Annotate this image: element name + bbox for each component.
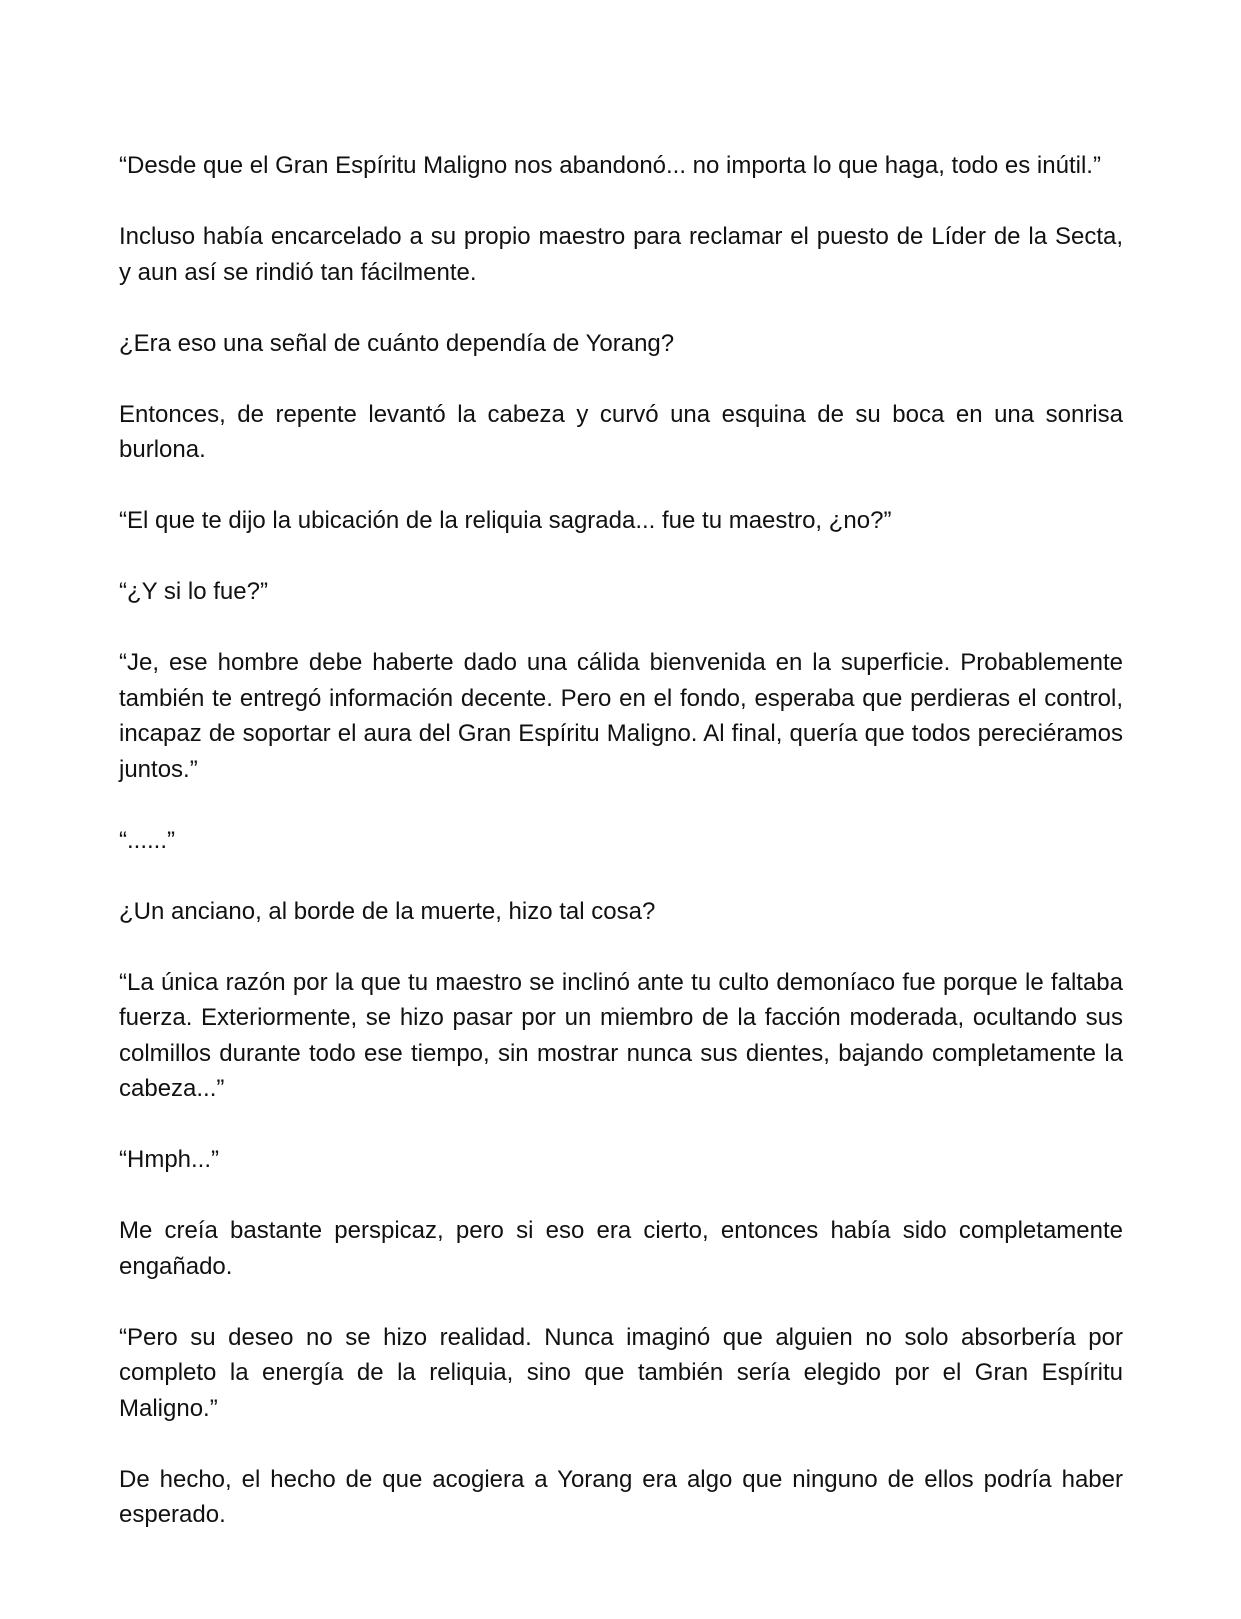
paragraph: “......”	[119, 826, 175, 854]
paragraph: ¿Un anciano, al borde de la muerte, hizo tal cosa?	[119, 897, 656, 925]
paragraph: Me creía bastante perspicaz, pero si eso era cierto, entonces había sido completamente engañado.	[119, 1217, 1123, 1280]
paragraph: “El que te dijo la ubicación de la reliquia sagrada... fue tu maestro, ¿no?”	[119, 507, 892, 534]
paragraph: “Hmph...”	[119, 1146, 220, 1173]
paragraph: “Je, ese hombre debe haberte dado una cálida bienvenida en la superficie. Probablemente también te entregó información decente. Pero en el fondo, esperaba que perdieras el control, incapaz de soportar el aura del Gran Espíritu Maligno. Al final, quería que todos pereciéramos juntos.”	[119, 649, 1123, 783]
paragraph: De hecho, el hecho de que acogiera a Yorang era algo que ninguno de ellos podría haber esperado.	[119, 1465, 1123, 1528]
document-page	[119, 148, 1123, 1533]
paragraph: Incluso había encarcelado a su propio maestro para reclamar el puesto de Líder de la Secta, y aun así se rindió tan fácilmente.	[119, 223, 1123, 286]
paragraph: “Desde que el Gran Espíritu Maligno nos abandonó... no importa lo que haga, todo es inútil.”	[119, 152, 1101, 179]
paragraph: Entonces, de repente levantó la cabeza y curvó una esquina de su boca en una sonrisa burlona.	[119, 400, 1123, 463]
paragraph: ¿Era eso una señal de cuánto dependía de Yorang?	[119, 329, 675, 357]
paragraph: “Pero su deseo no se hizo realidad. Nunca imaginó que alguien no solo absorbería por completo la energía de la reliquia, sino que también sería elegido por el Gran Espíritu Maligno.”	[119, 1323, 1123, 1422]
paragraph: “¿Y si lo fue?”	[119, 578, 268, 605]
paragraph: “La única razón por la que tu maestro se inclinó ante tu culto demoníaco fue porque le faltaba fuerza. Exteriormente, se hizo pasar por un miembro de la facción moderada, ocultando sus colmillos durante todo ese tiempo, sin mostrar nunca sus dientes, bajando completamente la cabeza...”	[119, 968, 1123, 1102]
